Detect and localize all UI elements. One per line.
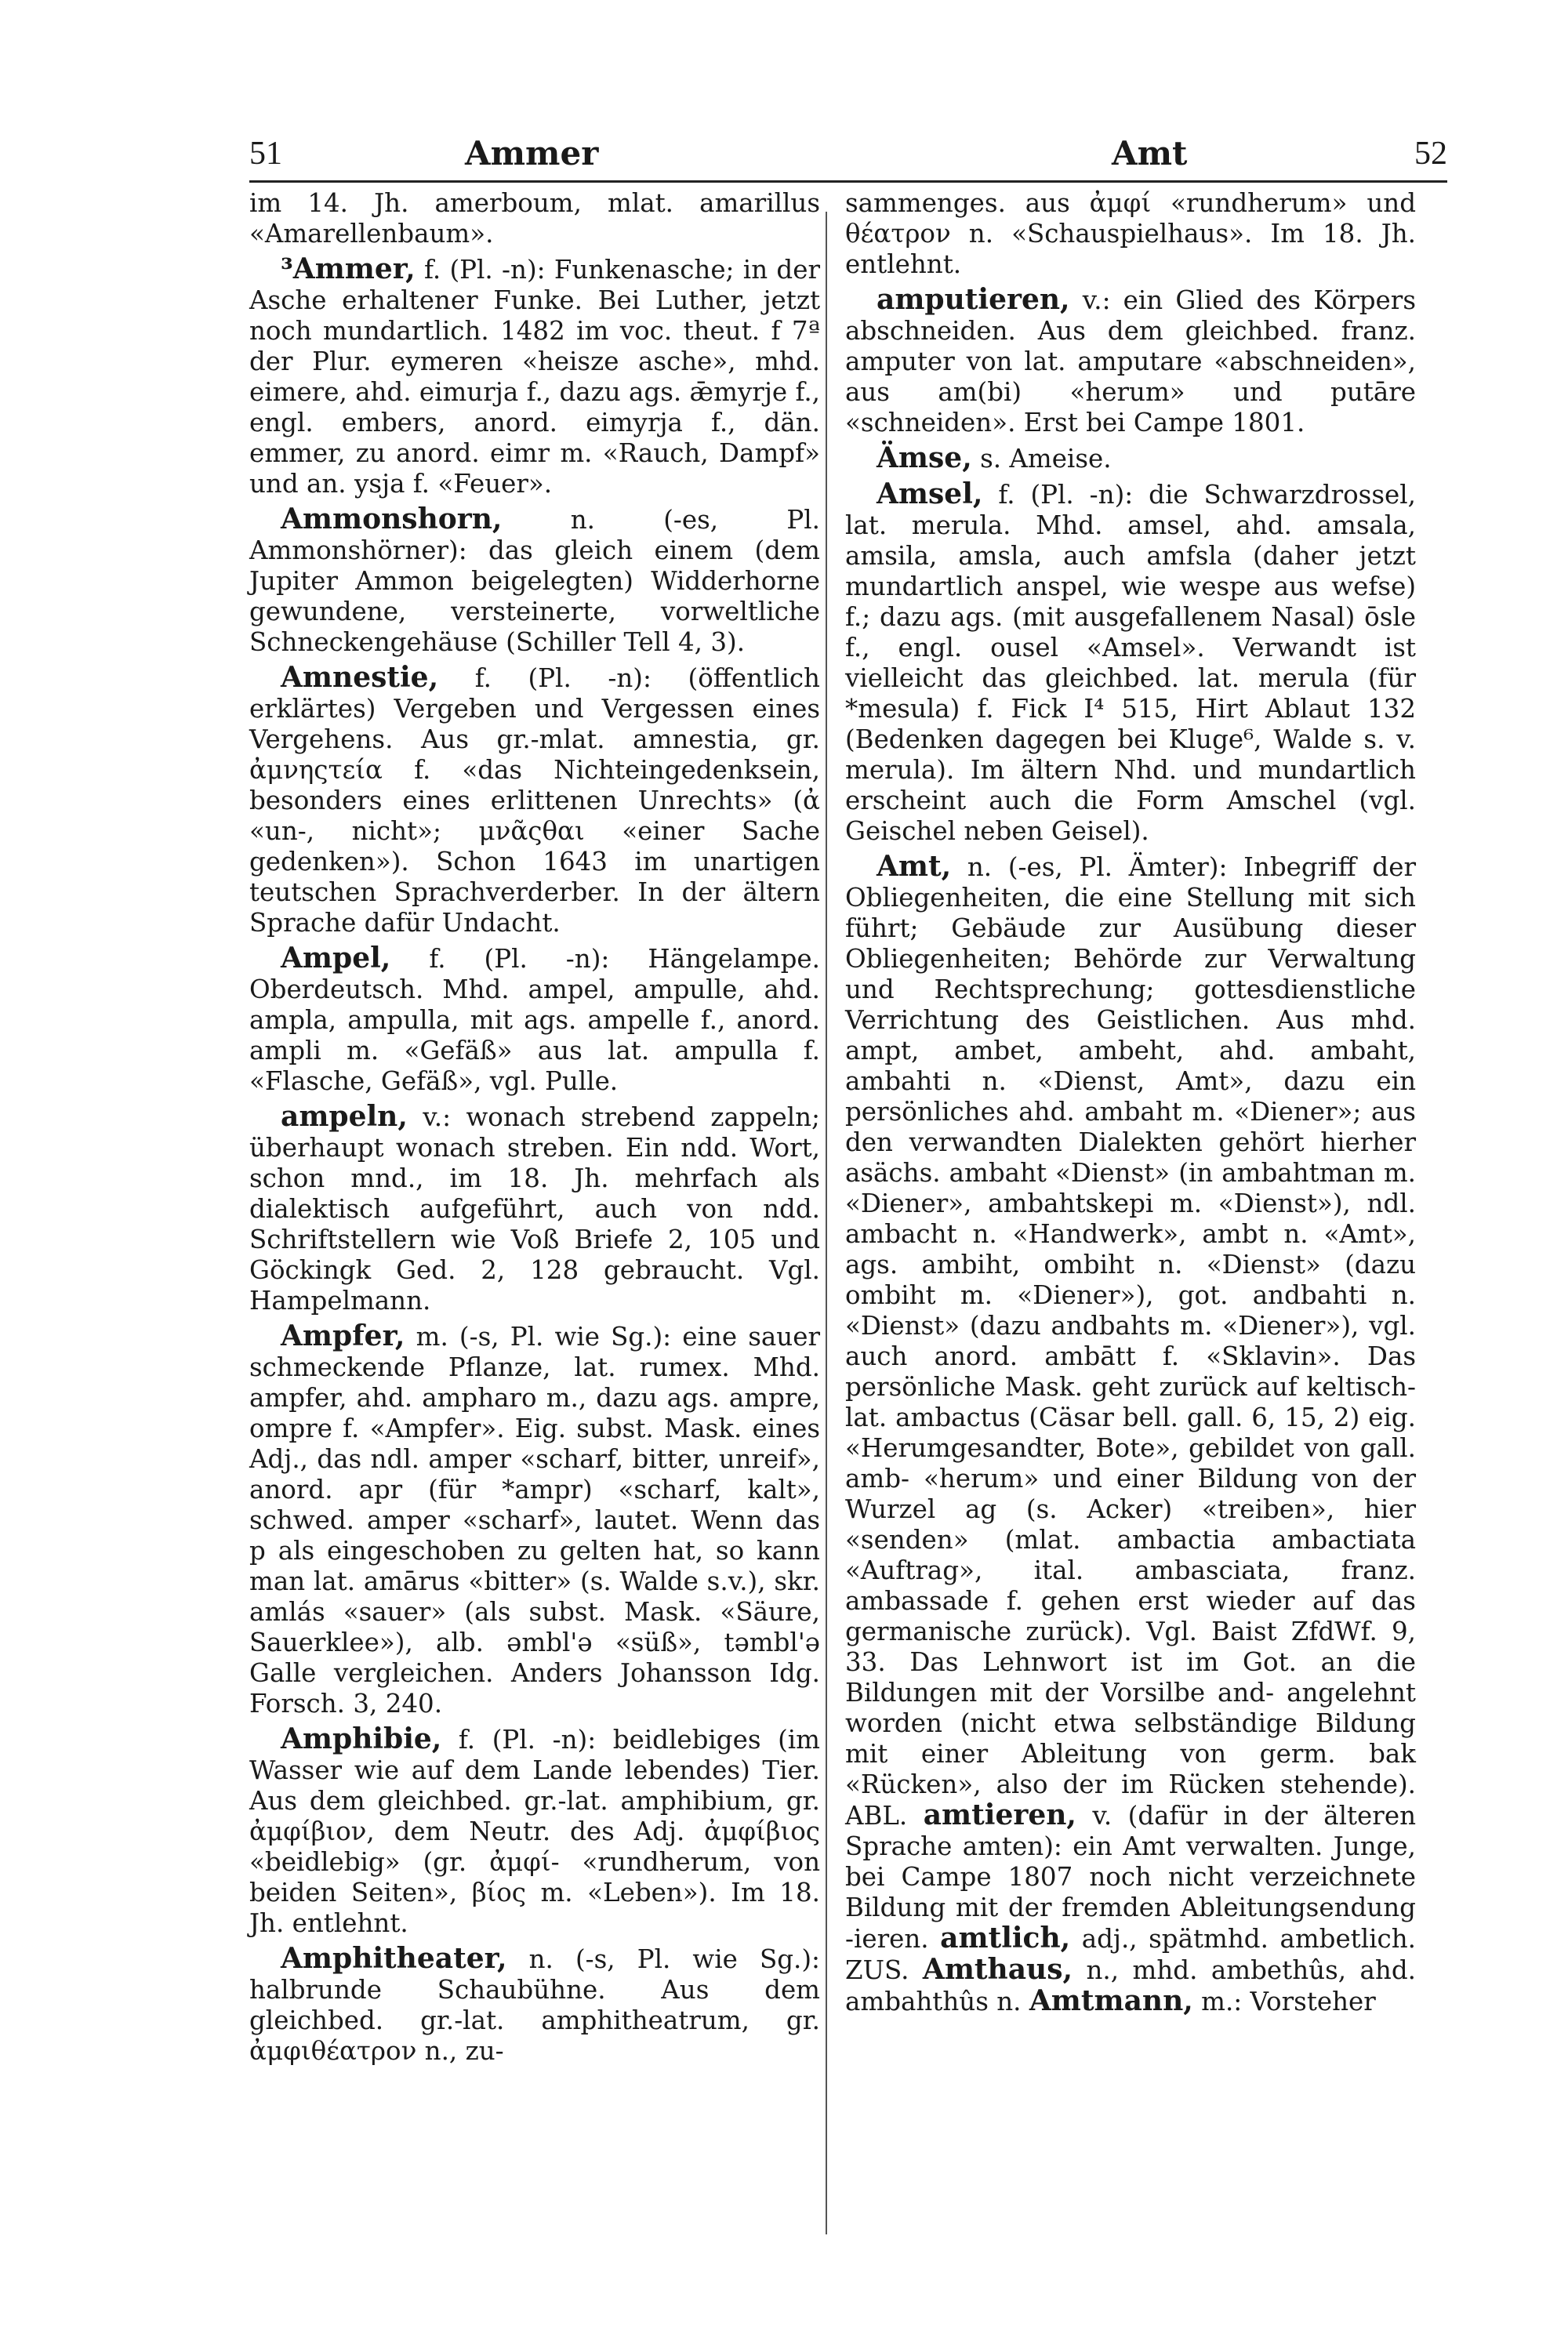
entry-text: n., mhd. ambethûs, ahd. ambahthûs n.: [845, 1955, 1416, 2016]
left-page-number: 51: [249, 136, 282, 172]
entry-text: m.: Vorsteher: [1192, 1987, 1376, 2016]
left-column: [249, 188, 820, 2234]
running-header: [249, 133, 1447, 183]
entry-headword: ampeln,: [281, 1100, 408, 1133]
right-running-headword: Amt: [1112, 134, 1188, 172]
entry-headword: amputieren,: [877, 283, 1070, 316]
inline-headword: amtlich,: [940, 1922, 1071, 1955]
dictionary-entry: [249, 504, 820, 658]
entry-headword: Amsel,: [877, 477, 983, 510]
dictionary-entry: [249, 1724, 820, 1939]
dictionary-entry: [249, 943, 820, 1097]
entry-headword: Amphibie,: [281, 1722, 442, 1755]
dictionary-entry: [845, 443, 1416, 474]
dictionary-entry: [249, 254, 820, 499]
entry-headword: Ampfer,: [281, 1319, 405, 1352]
dictionary-entry: [845, 479, 1416, 847]
entry-headword: Ammonshorn,: [281, 503, 503, 535]
column-divider: [826, 212, 827, 2234]
entry-headword: Ämse,: [877, 441, 972, 474]
entry-headword: Amt,: [877, 850, 952, 883]
dictionary-entry: [845, 188, 1416, 280]
entry-text: sammenges. aus ἀμφί «rundherum» und θέατρον n. «Schauspielhaus». Im 18. Jh. entlehnt.: [845, 188, 1416, 279]
right-page-number: 52: [1414, 136, 1447, 172]
left-running-headword: Ammer: [465, 134, 599, 172]
dictionary-entry: [845, 285, 1416, 438]
entry-headword: Ampel,: [281, 942, 391, 975]
entry-text: n. (-s, Pl. wie Sg.): halbrunde Schaubühne. Aus dem gleichbed. gr.-lat. amphitheatrum, gr. ἀμφιθέατρον n., zu-: [249, 1944, 820, 2066]
entry-text: m. (-s, Pl. wie Sg.): eine sauer schmeckende Pflanze, lat. rumex. Mhd. ampfer, ahd. ampharo m., dazu ags. ampre, ompre f. «Ampfer». Eig. subst. Mask. eines Adj., das ndl. amper «scharf, bitter, unreif», anord. apr (für *ampr) «scharf, kalt», schwed. amper «scharf», lautet. Wenn das p als eingeschoben zu gelten hat, so kann man lat. amārus «bitter» (s. Walde s.v.), skr. amlás «sauer» (als subst. Mask. «Säure, Sauerklee»), alb. əmbl'ə «süß», təmbl'ə Galle vergleichen. Anders Johansson Idg. Forsch. 3, 240.: [249, 1322, 820, 1719]
dictionary-entry: [249, 1102, 820, 1316]
entry-text: v. (dafür in der älteren Sprache amten): ein Amt verwalten. Junge, bei Campe 1807 noch nicht verzeichnete Bildung mit der fremden Ableitungsendung -ieren.: [845, 1801, 1416, 1954]
inline-headword: Amthaus,: [922, 1953, 1073, 1986]
entry-headword: ³Ammer,: [281, 252, 416, 285]
dictionary-entry: [845, 851, 1416, 2017]
inline-headword: amtieren,: [923, 1798, 1076, 1831]
entry-text: f. (Pl. -n): (öffentlich erklärtes) Vergeben und Vergessen eines Vergehens. Aus gr.-mlat. amnestia, gr. ἀμνηςτεία f. «das Nichteingedenksein, besonders eines erlittenen Unrechts» (ἀ «un-, nicht»; μνᾶςθαι «einer Sache gedenken»). Schon 1643 im unartigen teutschen Sprachverderber. In der ältern Sprache dafür Undacht.: [249, 663, 820, 938]
dictionary-entry: [249, 1321, 820, 1719]
right-column: [845, 188, 1416, 2234]
entry-text: adj., spätmhd. ambetlich. ZUS.: [845, 1924, 1416, 1985]
entry-text: im 14. Jh. amerboum, mlat. amarillus «Amarellenbaum».: [249, 188, 820, 249]
entry-text: f. (Pl. -n): Funkenasche; in der Asche erhaltener Funke. Bei Luther, jetzt noch mundartlich. 1482 im voc. theut. f 7ª der Plur. eymeren «heisze asche», mhd. eimere, ahd. eimurja f., dazu ags. ǣmyrje f., engl. embers, anord. eimyrja f., dän. emmer, zu anord. eimr m. «Rauch, Dampf» und an. ysja f. «Feuer».: [249, 255, 820, 499]
entry-text: f. (Pl. -n): die Schwarzdrossel, lat. merula. Mhd. amsel, ahd. amsala, amsila, amsla, auch amfsla (daher jetzt mundartlich anspel, wie wespe aus wefse) f.; dazu ags. (mit ausgefallenem Nasal) ōsle f., engl. ousel «Amsel». Verwandt ist vielleicht das gleichbed. lat. merula (für *mesula) f. Fick I⁴ 515, Hirt Ablaut 132 (Bedenken dagegen bei Kluge⁶, Walde s. v. merula). Im ältern Nhd. und mundartlich erscheint auch die Form Amschel (vgl. Geischel neben Geisel).: [845, 480, 1416, 846]
entry-text: n. (-es, Pl. Ämter): Inbegriff der Obliegenheiten, die eine Stellung mit sich führt; Gebäude zur Ausübung dieser Obliegenheiten; Behörde zur Verwaltung und Rechtsprechung; gottesdienstliche Verrichtung des Geistlichen. Aus mhd. ampt, ambet, ambeht, ahd. ambaht, ambahti n. «Dienst, Amt», dazu ein persönliches ahd. ambaht m. «Diener»; aus den verwandten Dialekten gehört hierher asächs. ambaht «Dienst» (in ambahtman m. «Diener», ambahtskepi m. «Dienst»), ndl. ambacht n. «Handwerk», ambt n. «Amt», ags. ambiht, ombiht n. «Dienst» (dazu ombiht m. «Diener»), got. andbahti n. «Dienst» (dazu andbahts m. «Diener»), vgl. auch anord. ambātt f. «Sklavin». Das persönliche Mask. geht zurück auf keltisch-lat. ambactus (Cäsar bell. gall. 6, 15, 2) eig. «Herumgesandter, Bote», gebildet von gall. amb- «herum» und einer Bildung von der Wurzel ag (s. Acker) «treiben», hier «senden» (mlat. ambactia ambactiata «Auftrag», ital. ambasciata, franz. ambassade f. gehen erst wieder auf das germanische zurück). Vgl. Baist ZfdWf. 9, 33. Das Lehnwort ist im Got. an die Bildungen mit der Vorsilbe and- angelehnt worden (nicht etwa selbständige Bildung mit einer Ableitung von germ. bak «Rücken», also der im Rücken stehende). ABL.: [845, 852, 1416, 1831]
entry-text: n. (-es, Pl. Ammonshörner): das gleich einem (dem Jupiter Ammon beigelegten) Widderhorne gewundene, versteinerte, vorweltliche Schneckengehäuse (Schiller Tell 4, 3).: [249, 505, 820, 657]
entry-text: s. Ameise.: [971, 444, 1112, 474]
entry-text: f. (Pl. -n): beidlebiges (im Wasser wie auf dem Lande lebendes) Tier. Aus dem gleichbed. gr.-lat. amphibium, gr. ἀμφίβιον, dem Neutr. des Adj. ἀμφίβιος «beidlebig» (gr. ἀμφί- «rundherum, von beiden Seiten», βίος m. «Leben»). Im 18. Jh. entlehnt.: [249, 1725, 820, 1938]
dictionary-entry: [249, 188, 820, 249]
inline-headword: Amtmann,: [1029, 1984, 1193, 2017]
entry-text: v.: wonach strebend zappeln; überhaupt wonach streben. Ein ndd. Wort, schon mnd., im 18. Jh. mehrfach als dialektisch aufgeführt, auch von ndd. Schriftstellern wie Voß Briefe 2, 105 und Göckingk Ged. 2, 128 gebraucht. Vgl. Hampelmann.: [249, 1102, 820, 1316]
dictionary-entry: [249, 662, 820, 938]
entry-headword: Amnestie,: [281, 661, 439, 694]
dictionary-entry: [249, 1944, 820, 2067]
entry-text: f. (Pl. -n): Hängelampe. Oberdeutsch. Mhd. ampel, ampulle, ahd. ampla, ampulla, mit ags. ampelle f., anord. ampli m. «Gefäß» aus lat. ampulla f. «Flasche, Gefäß», vgl. Pulle.: [249, 944, 820, 1096]
entry-text: v.: ein Glied des Körpers abschneiden. Aus dem gleichbed. franz. amputer von lat. amputare «abschneiden», aus am(bi) «herum» und putāre «schneiden». Erst bei Campe 1801.: [845, 285, 1416, 437]
entry-headword: Amphitheater,: [281, 1942, 507, 1975]
